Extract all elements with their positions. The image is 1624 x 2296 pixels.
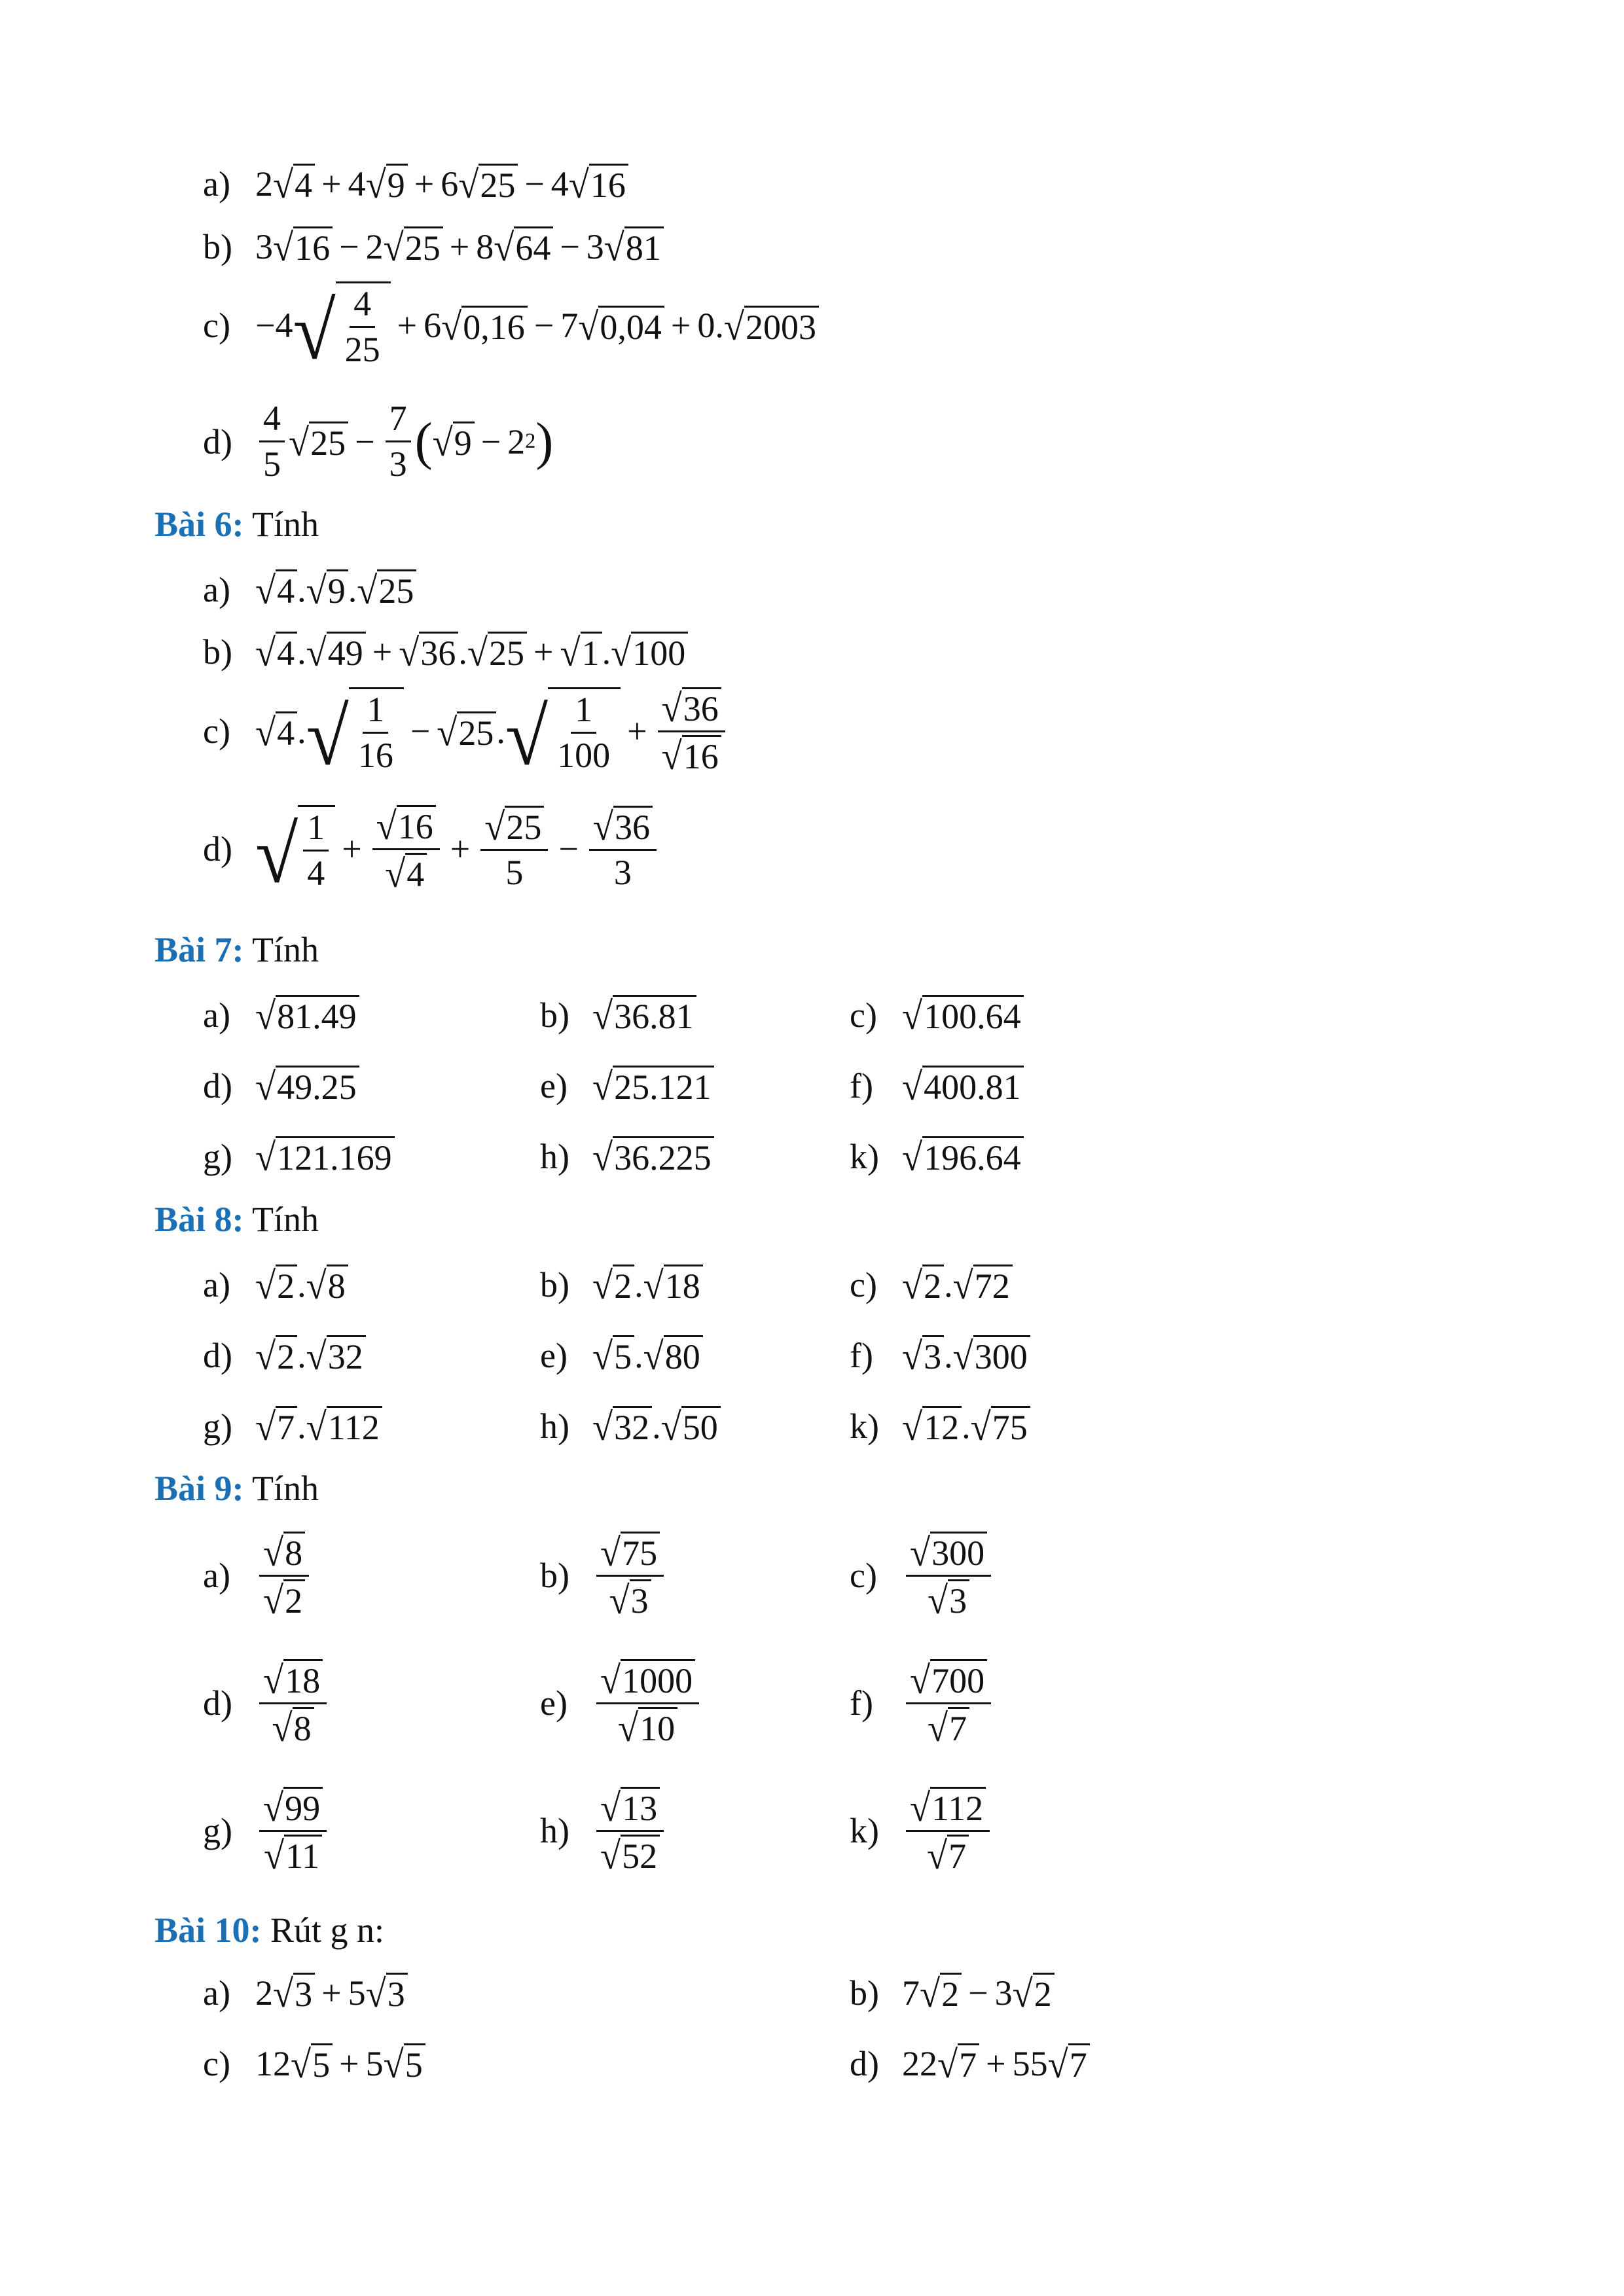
ex6-item-a	[203, 569, 416, 613]
expression: √ 81.49	[255, 995, 359, 1035]
item-label: b)	[540, 996, 569, 1035]
exercise-instruction: Tính	[244, 505, 319, 544]
expression: √ 4 . √ $\frac{1}{16}$ − √ 25 . √ $\frac{1}{100}$ + √ 36 √ 16	[255, 687, 729, 776]
item-label: a)	[203, 996, 230, 1035]
ex10-item-b	[850, 1972, 1055, 2016]
ex8-item-h	[540, 1405, 721, 1449]
item-label: b)	[203, 632, 232, 672]
expression: √ 300 √ 3	[906, 1532, 991, 1619]
item-label: d)	[203, 1683, 232, 1723]
expression: 22 √ 7 + 55 √ 7	[902, 2043, 1090, 2084]
item-label: h)	[540, 1137, 569, 1176]
expression: √ 8 √ 2	[259, 1532, 309, 1619]
ex7-item-c	[850, 994, 1024, 1038]
item-label: a)	[203, 570, 230, 609]
ex7-item-h	[540, 1136, 714, 1177]
expression: 12 √ 5 + 5 √ 5	[255, 2043, 425, 2084]
ex9-item-k	[850, 1786, 994, 1878]
ex8-item-k	[850, 1405, 1030, 1449]
ex7-item-g	[203, 1136, 395, 1177]
item-label: c)	[203, 2044, 230, 2083]
expression: √ 3 . √ 300	[902, 1335, 1030, 1376]
item-label: f)	[850, 1683, 873, 1723]
ex9-item-h	[540, 1786, 668, 1878]
expression: √ 121.169	[255, 1136, 395, 1177]
expression: √ 100.64	[902, 995, 1024, 1035]
item-label: a)	[203, 1973, 230, 2013]
item-label: d)	[203, 1336, 232, 1375]
item-label: c)	[203, 306, 230, 346]
item-label: k)	[850, 1407, 879, 1446]
item-label: e)	[540, 1336, 568, 1375]
ex9-item-c	[850, 1531, 995, 1623]
item-label: e)	[540, 1066, 568, 1105]
ex10-item-c	[203, 2043, 425, 2087]
exercise-number: Bài 9:	[154, 1469, 244, 1508]
ex8-item-b	[540, 1264, 703, 1308]
exercise-6-heading	[154, 504, 319, 545]
item-label: h)	[540, 1407, 569, 1446]
ex7-item-f	[850, 1065, 1024, 1109]
item-label: g)	[203, 1137, 232, 1176]
expression: √ 18 √ 8	[259, 1659, 327, 1747]
ex10-item-d	[850, 2043, 1090, 2087]
item-label: k)	[850, 1811, 879, 1851]
ex7-item-a	[203, 994, 359, 1038]
ex8-item-d	[203, 1335, 366, 1376]
item-label: b)	[850, 1973, 879, 2013]
ex7-item-d	[203, 1065, 359, 1109]
ex6-item-d	[203, 804, 660, 900]
expression: √ 4 . √ 9 . √ 25	[255, 569, 416, 610]
expression: 7 √ 2 − 3 √ 2	[902, 1973, 1055, 2013]
exercise-number: Bài 10:	[154, 1910, 262, 1950]
expression: √ 2 . √ 8	[255, 1265, 348, 1305]
expression: √ 2 . √ 32	[255, 1335, 366, 1376]
item-label: d)	[203, 1066, 232, 1105]
ex9-item-g	[203, 1786, 331, 1878]
item-label: g)	[203, 1811, 232, 1851]
expression: 3 √ 16 − 2 √ 25 + 8 √ 64 − 3 √ 81	[255, 226, 664, 267]
ex9-item-d	[203, 1659, 331, 1750]
item-label: d)	[203, 829, 232, 869]
exercise-instruction: Tính	[244, 1200, 319, 1239]
ex8-item-g	[203, 1405, 382, 1449]
ex9-item-f	[850, 1659, 995, 1750]
item-label: c)	[203, 711, 230, 751]
exercise-number: Bài 7:	[154, 930, 244, 969]
expression: √ 25.121	[592, 1066, 714, 1106]
item-label: d)	[203, 422, 232, 461]
item-label: a)	[203, 1265, 230, 1304]
item-label: f)	[850, 1336, 873, 1375]
exercise-9-heading	[154, 1468, 319, 1509]
expression: √ 36.225	[592, 1136, 714, 1177]
expression: √ 2 . √ 72	[902, 1265, 1013, 1305]
expression: 2 √ 3 + 5 √ 3	[255, 1973, 408, 2013]
ex5-item-c	[203, 281, 819, 376]
ex7-item-b	[540, 994, 696, 1038]
item-label: b)	[540, 1265, 569, 1304]
expression: −4 √ $\frac{4}{25}$ + 6 √ 0,16 − 7 √ 0,04 + 0. √ 2003	[255, 281, 819, 370]
expression: √ 700 √ 7	[906, 1659, 991, 1747]
expression: √ 49.25	[255, 1066, 359, 1106]
ex7-item-e	[540, 1065, 714, 1109]
item-label: c)	[850, 1556, 877, 1596]
item-label: a)	[203, 164, 230, 204]
item-label: f)	[850, 1066, 873, 1105]
exercise-instruction: Tính	[244, 1469, 319, 1508]
expression: √ 5 . √ 80	[592, 1335, 703, 1376]
exercise-10-heading	[154, 1910, 384, 1950]
expression: √ 75 √ 3	[596, 1532, 664, 1619]
expression: √ 1000 √ 10	[596, 1659, 699, 1747]
exercise-instruction: Tính	[244, 930, 319, 969]
expression: √ 13 √ 52	[596, 1787, 664, 1874]
ex6-item-b	[203, 631, 688, 675]
exercise-number: Bài 6:	[154, 505, 244, 544]
expression: √ 2 . √ 18	[592, 1265, 703, 1305]
ex8-item-f	[850, 1335, 1030, 1376]
expression: √ 7 . √ 112	[255, 1406, 382, 1446]
item-label: k)	[850, 1137, 879, 1176]
ex9-item-b	[540, 1531, 668, 1623]
expression: √ 400.81	[902, 1066, 1024, 1106]
expression: √ 112 √ 7	[906, 1787, 990, 1874]
expression: √ 36.81	[592, 995, 696, 1035]
ex9-item-a	[203, 1531, 313, 1623]
ex8-item-a	[203, 1264, 348, 1308]
expression: √ 196.64	[902, 1136, 1024, 1177]
ex5-item-b	[203, 226, 664, 270]
ex8-item-e	[540, 1335, 703, 1376]
exercise-7-heading	[154, 929, 319, 970]
item-label: e)	[540, 1683, 568, 1723]
ex5-item-a	[203, 163, 628, 207]
expression: √ 32 . √ 50	[592, 1406, 721, 1446]
expression: √ 4 . √ 49 + √ 36 . √ 25 + √ 1 . √ 100	[255, 632, 688, 672]
item-label: b)	[540, 1556, 569, 1596]
exercise-instruction: Rút g n:	[261, 1910, 385, 1950]
exercise-number: Bài 8:	[154, 1200, 244, 1239]
item-label: g)	[203, 1407, 232, 1446]
item-label: c)	[850, 996, 877, 1035]
expression: 2 √ 4 + 4 √ 9 + 6 √ 25 − 4 √ 16	[255, 164, 628, 204]
item-label: b)	[203, 227, 232, 266]
item-label: d)	[850, 2044, 879, 2083]
item-label: a)	[203, 1556, 230, 1596]
ex6-item-c	[203, 687, 729, 782]
ex8-item-c	[850, 1264, 1013, 1308]
item-label: h)	[540, 1811, 569, 1851]
expression: √ $\frac{1}{4}$ + √ 16 √ 4 + √ 25 5 − √ 36 3	[255, 805, 660, 893]
expression: √ 12 . √ 75	[902, 1406, 1030, 1446]
ex5-item-d	[203, 399, 553, 484]
exercise-8-heading	[154, 1199, 319, 1240]
ex7-item-k	[850, 1136, 1024, 1177]
ex9-item-e	[540, 1659, 703, 1750]
expression: √ 99 √ 11	[259, 1787, 327, 1874]
ex10-item-a	[203, 1972, 408, 2016]
item-label: c)	[850, 1265, 877, 1304]
expression: $\frac{4}{5}$ √ 25 − $\frac{7}{3}$ ( √ 9 − 2 2 )	[255, 399, 553, 484]
